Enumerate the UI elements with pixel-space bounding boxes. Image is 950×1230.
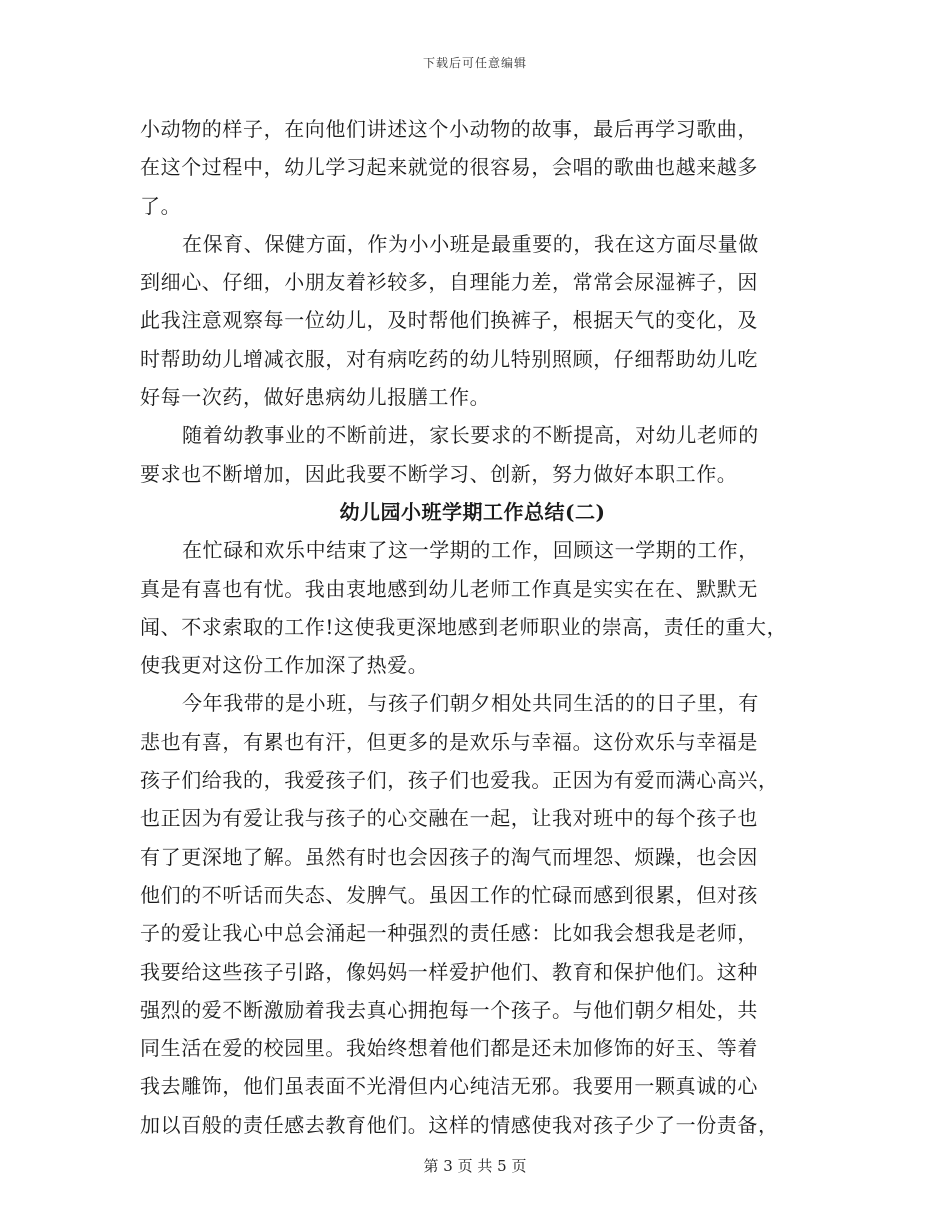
text-line: 随着幼教事业的不断前进，家长要求的不断提高，对幼儿老师的 [182,423,759,448]
text-line: 今年我带的是小班，与孩子们朝夕相处共同生活的的日子里，有 [182,691,759,716]
page-footer: 第 3 页 共 5 页 [423,1157,527,1175]
text-line: 强烈的爱不断激励着我去真心拥抱每一个孩子。与他们朝夕相处，共 [140,997,758,1022]
text-line: 在这个过程中，幼儿学习起来就觉的很容易，会唱的歌曲也越来越多 [140,155,758,180]
text-line: 真是有喜也有忧。我由衷地感到幼儿老师工作真是实实在在、默默无 [140,576,758,601]
text-line: 他们的不听话而失态、发脾气。虽因工作的忙碌而感到很累，但对孩 [140,882,758,907]
text-line: 在忙碌和欢乐中结束了这一学期的工作，回顾这一学期的工作， [182,538,759,563]
text-line: 子的爱让我心中总会涌起一种强烈的责任感：比如我会想我是老师， [140,921,758,946]
text-line: 也正因为有爱让我与孩子的心交融在一起，让我对班中的每个孩子也 [140,806,758,831]
text-line: 时帮助幼儿增减衣服，对有病吃药的幼儿特别照顾，仔细帮助幼儿吃 [140,346,758,371]
text-line: 同生活在爱的校园里。我始终想着他们都是还未加修饰的好玉、等着 [140,1036,758,1061]
text-line: 好每一次药，做好患病幼儿报膳工作。 [140,385,491,410]
text-line: 孩子们给我的，我爱孩子们，孩子们也爱我。正因为有爱而满心高兴， [140,768,779,793]
text-line: 了。 [140,193,182,218]
text-line: 加以百般的责任感去教育他们。这样的情感使我对孩子少了一份责备， [140,1112,779,1137]
text-line: 要求也不断增加，因此我要不断学习、创新，努力做好本职工作。 [140,461,738,486]
text-line: 有了更深地了解。虽然有时也会因孩子的淘气而埋怨、烦躁，也会因 [140,844,758,869]
text-line: 到细心、仔细，小朋友着衫较多，自理能力差，常常会尿湿裤子，因 [140,270,758,295]
text-line: 闻、不求索取的工作!这使我更深地感到老师职业的崇高，责任的重大， [140,614,788,639]
text-line: 此我注意观察每一位幼儿，及时帮他们换裤子，根据天气的变化，及 [140,308,758,333]
text-line: 我要给这些孩子引路，像妈妈一样爱护他们、教育和保护他们。这种 [140,959,758,984]
section-heading: 幼儿园小班学期工作总结(二) [339,499,606,524]
text-line: 在保育、保健方面，作为小小班是最重要的，我在这方面尽量做 [182,231,759,256]
text-line: 使我更对这份工作加深了热爱。 [140,653,429,678]
document-body [140,110,805,1144]
text-line: 我去雕饰，他们虽表面不光滑但内心纯洁无邪。我要用一颗真诚的心 [140,1074,758,1099]
text-line: 悲也有喜，有累也有汗，但更多的是欢乐与幸福。这份欢乐与幸福是 [140,729,758,754]
page-header: 下载后可任意编辑 [422,56,527,70]
text-line: 小动物的样子，在向他们讲述这个小动物的故事，最后再学习歌曲， [140,117,758,141]
